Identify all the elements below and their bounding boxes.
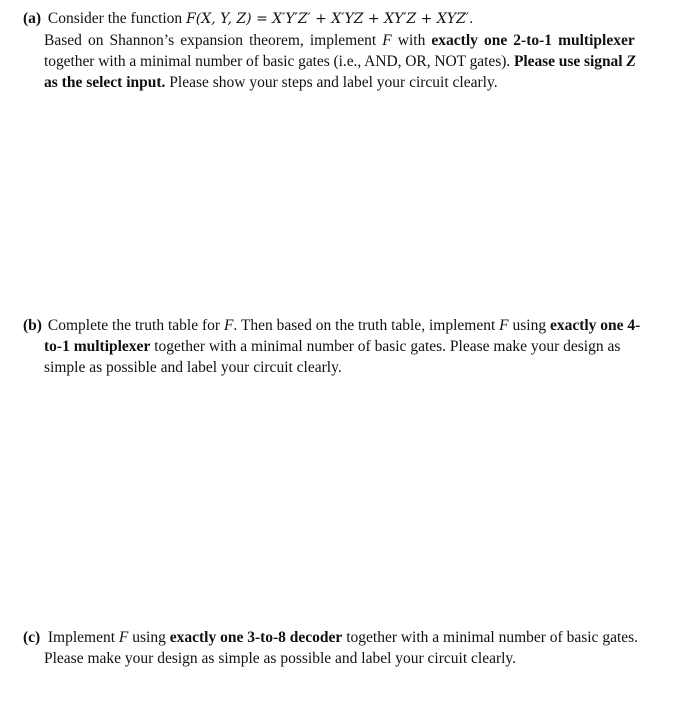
- question-b-text: Complete the truth table for: [47, 317, 221, 334]
- question-a-emphasis: Please use signal: [513, 53, 623, 70]
- question-a: [23, 8, 683, 93]
- question-b-emphasis: exactly one 4-: [549, 317, 641, 334]
- question-b-line-1: [23, 315, 683, 336]
- variable-z: Z: [626, 53, 636, 70]
- question-a-text: Please show your steps and label your circuit clearly.: [169, 74, 498, 91]
- question-c-text: Implement: [47, 629, 116, 646]
- question-a-emphasis: as the select input.: [44, 74, 166, 91]
- question-a-emphasis: exactly one 2-to-1 multiplexer: [431, 32, 635, 49]
- question-c-line-2: [44, 648, 683, 669]
- question-a-text: together with a minimal number of basic gates (i.e., AND, OR, NOT gates).: [44, 53, 511, 70]
- question-b-text: using: [512, 317, 547, 334]
- question-a-text: Based on Shannon’s expansion theorem, implement: [44, 32, 377, 49]
- function-equation: F(X, Y, Z) = X′Y′Z′ + X′YZ + XY′Z + XYZ′.: [186, 11, 474, 27]
- question-b-line-3: [44, 357, 683, 378]
- question-c-text: Please make your design as simple as possible and label your circuit clearly.: [44, 650, 517, 667]
- question-c-text: together with a minimal number of basic gates.: [346, 629, 639, 646]
- variable-f: F: [499, 317, 509, 334]
- question-a-line-4: [44, 72, 683, 93]
- question-c-label: (c): [23, 629, 41, 646]
- question-b-line-2: [44, 336, 683, 357]
- question-c: [23, 627, 683, 669]
- question-a-line-2: [44, 30, 683, 51]
- question-b: [23, 315, 683, 378]
- variable-f: F: [223, 317, 234, 334]
- question-b-label: (b): [23, 317, 42, 334]
- question-a-intro: Consider the function: [47, 10, 183, 27]
- question-a-label: (a): [23, 10, 42, 27]
- question-c-text: using: [132, 629, 166, 646]
- question-a-line-3: [44, 51, 683, 72]
- question-a-text: with: [397, 32, 426, 49]
- question-c-line-1: [23, 627, 683, 648]
- question-c-emphasis: exactly one 3-to-8 decoder: [169, 629, 343, 646]
- question-b-text: simple as possible and label your circuit clearly.: [44, 359, 342, 376]
- variable-f: F: [382, 32, 392, 49]
- question-b-emphasis: to-1 multiplexer: [44, 338, 151, 355]
- question-b-text: together with a minimal number of basic gates. Please make your design as: [154, 338, 621, 355]
- variable-f: F: [118, 629, 129, 646]
- question-a-line-1: [23, 8, 683, 30]
- question-b-text: . Then based on the truth table, implement: [233, 317, 496, 334]
